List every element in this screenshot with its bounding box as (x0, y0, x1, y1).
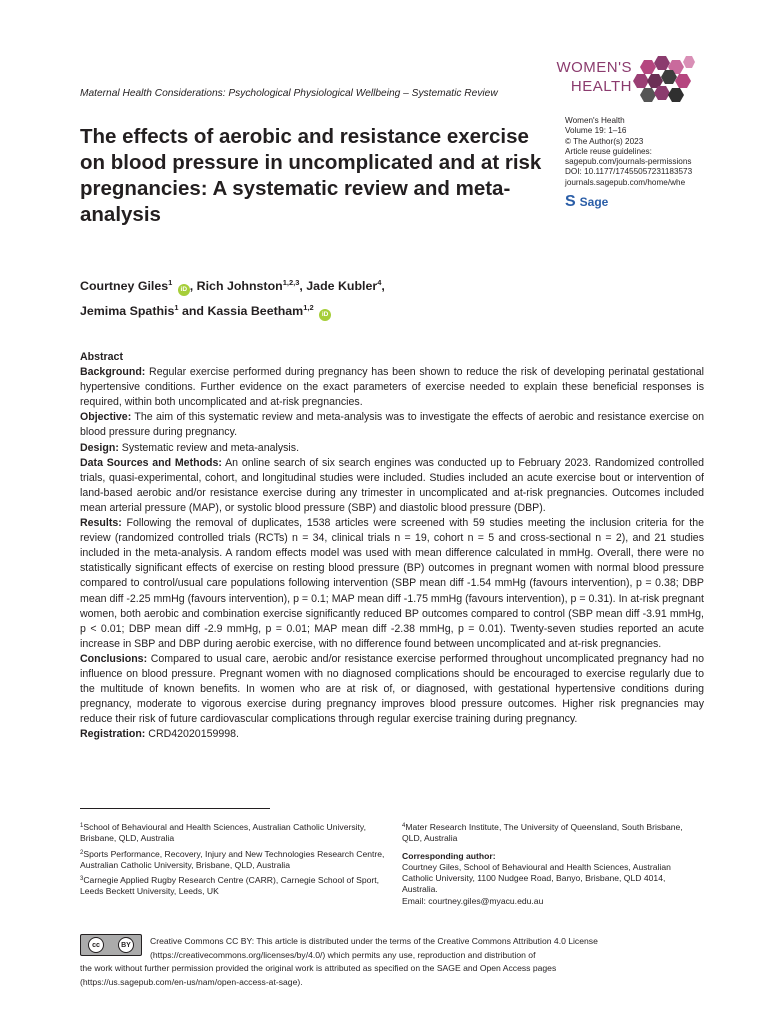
meta-reuse-label: Article reuse guidelines: (565, 146, 652, 156)
hexagon-logo-icon (632, 56, 696, 106)
sage-wordmark: Sage (579, 195, 609, 209)
corresponding-text: Courtney Giles, School of Behavioural and Health Sciences, Australian Catholic University, 1100 Nudgee Road, Banyo, Brisbane, QLD 4014, Australia. (402, 861, 671, 895)
abstract-results: Results: Following the removal of duplicates, 1538 articles were screened with 59 studies meeting the inclusion criteria for the review (randomized controlled trials (RCTs) n = 34, clinical trials n = 19, cohort n = 5 and cross-sectional n = 2), and 21 studies included in the meta-analysis. A random effects model was used with mean difference calculated in mmHg. Overall, there were no statistically significant effects of exercise on resting blood pressure (BP) outcomes in pregnant women with normal blood pressure compared to control/usual care populations following intervention (SBP mean diff -1.54 mmHg (favours intervention), p = 0.38; DBP mean diff -2.25 mmHg (favours intervention), p = 0.1; MAP mean diff -1.75 mmHg (favours intervention), p = 0.31). In at-risk pregnant women, both aerobic and combination exercise significantly reduced BP outcomes compared to control (SBP mean diff -3.91 mmHg, p < 0.01; DBP mean diff -2.9 mmHg, p = 0.01; MAP mean diff -2.38 mmHg, p = 0.01). Twenty-seven studies reported an acute increase in SBP and DBP during aerobic exercise, with no difference found between uncomplicated and at-risk pregnancies. (80, 517, 704, 650)
attribution-icon: BY (118, 937, 134, 953)
affiliation-4: $^4$Mater Research Institute, The University of Queensland, South Brisbane, QLD, Australia (402, 822, 683, 844)
corresponding-heading: Corresponding author: (402, 850, 496, 861)
affiliation-2: $^2$Sports Performance, Recovery, Injury and New Technologies Research Centre, Australian Catholic University, Brisbane, QLD, Australia (80, 848, 385, 870)
author-3: Jade Kubler$^4$, (306, 278, 385, 293)
footnote-divider (80, 808, 270, 809)
meta-copyright: © The Author(s) 2023 (565, 136, 644, 146)
affiliations-right (402, 821, 702, 907)
abstract-background: Background: Regular exercise performed during pregnancy has been shown to reduce the risk of developing perinatal gestational hypertensive conditions. Further evidence on the exact parameters of exercise needed to explain these beneficial responses is required, within both uncomplicated and at-risk pregnancies. (80, 366, 704, 409)
abstract-heading: Abstract (80, 351, 123, 363)
author-4: Jemima Spathis$^1$ and (80, 303, 208, 318)
creative-commons-icon: cc (88, 937, 104, 953)
abstract-conclusions: Conclusions: Compared to usual care, aerobic and/or resistance exercise performed throughout uncomplicated pregnancy had no influence on blood pressure. Pregnant women with no diagnosed complications should be encouraged to exercise regularly due to the multitude of known benefits. In women who are at risk of, or diagnosed, with gestational hypertensive conditions during pregnancy, moderate to vigorous exercise during pregnancy improves blood pressure outcomes. Higher risk pregnancies may reduce their risk of future cardiovascular complications through regular exercise training during pregnancy. (80, 652, 704, 726)
orcid-icon[interactable]: iD (178, 284, 190, 296)
affiliations-left (80, 821, 390, 901)
meta-reuse-link[interactable]: sagepub.com/journals-permissions (565, 157, 692, 167)
corresponding-email[interactable]: Email: courtney.giles@myacu.edu.au (402, 895, 544, 906)
orcid-icon[interactable]: iD (319, 309, 331, 321)
affiliation-3: $^3$Carnegie Applied Rugby Research Centre (CARR), Carnegie School of Sport, Leeds Beckett University, Leeds, UK (80, 875, 380, 897)
abstract-registration: Registration: CRD42020159998. (80, 728, 239, 741)
abstract-design: Design: Systematic review and meta-analysis. (80, 441, 300, 454)
author-5: Kassia Beetham$^{1,2}$ iD (207, 304, 331, 318)
article-meta (565, 116, 745, 188)
abstract (80, 350, 704, 742)
author-2: Rich Johnston$^{1,2,3}$, (196, 278, 307, 293)
meta-volume: Volume 19: 1–16 (565, 126, 627, 136)
meta-home-link[interactable]: journals.sagepub.com/home/whe (565, 177, 686, 187)
abstract-objective: Objective: The aim of this systematic review and meta-analysis was to investigate the effects of aerobic and resistance exercise on blood pressure during pregnancy. (80, 411, 704, 439)
affiliation-1: $^1$School of Behavioural and Health Sciences, Australian Catholic University, Brisbane, QLD, Australia (80, 822, 366, 844)
journal-logo (536, 56, 696, 106)
abstract-methods: Data Sources and Methods: An online search of six search engines was conducted up to February 2023. Randomized controlled trials, quasi-experimental, cohort, and longitudinal studies were included. Studies included an acute exercise bout or intervention of land-based aerobic and/or resistance exercise during any trimester in uncomplicated and at-risk pregnancies. Outcomes included mean arterial pressure (MAP), or systolic blood pressure (SBP) and diastolic blood pressure (DBP). (80, 456, 704, 514)
article-title: The effects of aerobic and resistance exercise on blood pressure in uncomplicated and at risk pregnancies: A systematic review and meta-analysis (80, 125, 542, 226)
sage-s-icon: S (565, 193, 576, 210)
author-1: Courtney Giles$^1$ iD , (80, 279, 197, 293)
sage-publisher-logo (565, 194, 608, 210)
license-text: Creative Commons CC BY: This article is distributed under the terms of the Creative Commons Attribution 4.0 License (https://creativecommons.org/licenses/by/4.0/) which permits any use, reproduction and distribution of the work without further permission provided the original work is attributed as specified on the SAGE and Open Access pages (https://us.sagepub.com/en-us/nam/open-access-at-sage). (80, 936, 598, 987)
running-header: Maternal Health Considerations: Psychological Physiological Wellbeing – Systematic Review (80, 88, 498, 99)
meta-journal: Women's Health (565, 116, 625, 125)
author-list (80, 272, 500, 322)
logo-text: WOMEN'S HEALTH (556, 59, 632, 95)
meta-doi[interactable]: DOI: 10.1177/17455057231183573 (565, 167, 693, 177)
